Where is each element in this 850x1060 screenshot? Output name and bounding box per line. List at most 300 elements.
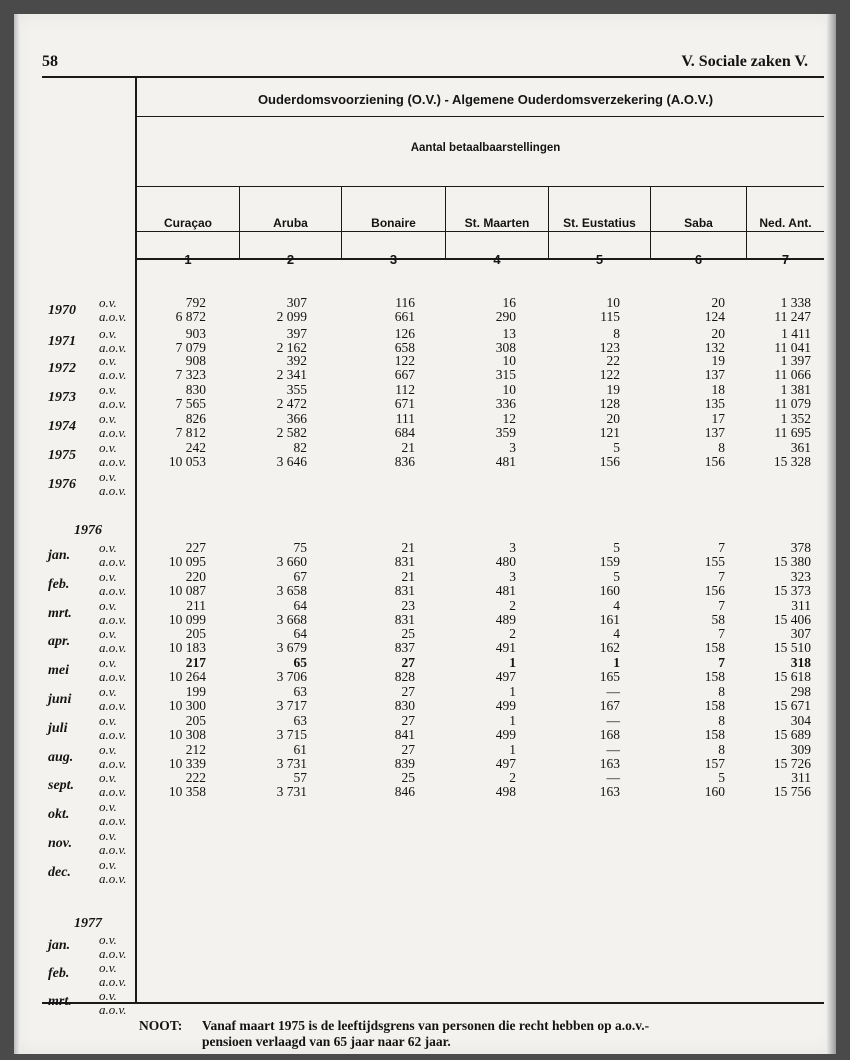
cell-ov-col3: 23	[401, 597, 415, 613]
cell-aov-col7: 15 726	[773, 755, 811, 771]
cell-aov-col5: 163	[599, 784, 620, 800]
cell-aov-col1: 10 308	[168, 726, 206, 742]
cell-ov-col4: 3	[509, 440, 516, 455]
document-page	[14, 14, 836, 1054]
cell-ov-col1: 826	[185, 411, 206, 426]
label-ov: o.v.	[99, 932, 117, 947]
chapter-heading: V. Sociale zaken V.	[681, 53, 808, 70]
label-ov: o.v.	[99, 712, 117, 728]
cell-aov-col7: 15 406	[773, 611, 811, 627]
cell-ov-col7: 304	[790, 712, 811, 728]
cell-aov-col7: 15 328	[773, 454, 811, 469]
label-ov: o.v.	[99, 655, 117, 671]
cell-ov-col7: 1 338	[780, 295, 811, 310]
cell-ov-col3: 21	[401, 440, 415, 455]
cell-aov-col7: 15 380	[773, 554, 811, 569]
cell-aov-col4: 359	[495, 425, 516, 440]
cell-aov-col6: 124	[704, 309, 725, 324]
label-aov: a.o.v.	[99, 813, 127, 829]
cell-ov-col4: 10	[502, 353, 516, 368]
label-aov: a.o.v.	[99, 726, 127, 742]
cell-aov-col5: 159	[599, 554, 620, 569]
cell-aov-col4: 315	[495, 367, 516, 382]
cell-ov-col3: 126	[394, 326, 415, 341]
column-number-6: 6	[694, 252, 703, 267]
cell-ov-col2: 64	[293, 626, 307, 642]
cell-aov-col7: 15 756	[773, 784, 811, 800]
cell-aov-col7: 11 695	[774, 425, 811, 440]
cell-ov-col6: 8	[718, 712, 725, 728]
cell-aov-col7: 15 618	[773, 669, 811, 685]
cell-aov-col5: 156	[599, 454, 620, 469]
cell-ov-col3: 112	[395, 382, 415, 397]
cell-aov-col2: 3 706	[276, 669, 307, 685]
cell-ov-col5: 4	[613, 626, 620, 642]
cell-ov-col5: —	[606, 684, 620, 699]
cell-aov-col2: 3 646	[276, 454, 307, 469]
cell-ov-col2: 75	[293, 540, 307, 555]
cell-aov-col3: 836	[394, 454, 415, 469]
cell-ov-col5: —	[606, 712, 620, 728]
label-aov: a.o.v.	[99, 842, 127, 857]
cell-ov-col6: 8	[718, 440, 725, 455]
cell-aov-col6: 156	[704, 454, 725, 469]
cell-ov-col6: 17	[711, 411, 725, 426]
label-ov: o.v.	[99, 960, 117, 975]
cell-ov-col5: 8	[613, 326, 620, 341]
cell-ov-col4: 3	[509, 568, 516, 584]
cell-ov-col5: 5	[613, 568, 620, 584]
cell-ov-col6: 20	[711, 295, 725, 310]
label-ov: o.v.	[99, 741, 117, 757]
cell-ov-col4: 2	[509, 597, 516, 613]
label-ov: o.v.	[99, 597, 117, 613]
cell-ov-col1: 908	[185, 353, 206, 368]
cell-ov-col1: 222	[185, 770, 206, 786]
cell-aov-col1: 6 872	[175, 309, 206, 324]
cell-ov-col3: 27	[401, 741, 415, 757]
cell-aov-col4: 489	[495, 611, 516, 627]
monthly-year-1976: 1976	[74, 523, 102, 538]
label-aov: a.o.v.	[99, 611, 127, 627]
cell-ov-col5: 5	[613, 540, 620, 555]
cell-ov-col5: —	[606, 770, 620, 786]
cell-ov-col5: —	[606, 741, 620, 757]
column-header-1: Curaçao	[163, 216, 213, 230]
column-header-5: St. Eustatius	[563, 216, 636, 230]
cell-ov-col6: 7	[718, 655, 725, 671]
cell-ov-col1: 227	[185, 540, 206, 555]
footnote-label: NOOT:	[139, 1018, 183, 1033]
month-label: feb.	[48, 576, 70, 592]
cell-aov-col3: 831	[394, 582, 415, 598]
cell-aov-col6: 158	[704, 726, 725, 742]
cell-aov-col2: 2 472	[276, 396, 307, 411]
label-ov: o.v.	[99, 799, 117, 815]
cell-aov-col4: 336	[495, 396, 516, 411]
cell-ov-col3: 27	[401, 655, 415, 671]
cell-aov-col6: 158	[704, 669, 725, 685]
label-aov: a.o.v.	[99, 483, 127, 498]
column-number-4: 4	[493, 252, 501, 267]
label-aov: a.o.v.	[99, 640, 127, 656]
label-aov: a.o.v.	[99, 669, 127, 685]
cell-ov-col2: 65	[293, 655, 307, 671]
cell-aov-col4: 497	[495, 669, 516, 685]
label-ov: o.v.	[99, 469, 117, 484]
cell-ov-col5: 20	[606, 411, 620, 426]
bottom-rule	[42, 1002, 824, 1004]
cell-ov-col7: 298	[790, 684, 811, 699]
cell-aov-col5: 128	[599, 396, 620, 411]
cell-aov-col3: 841	[394, 726, 415, 742]
cell-aov-col5: 167	[599, 698, 620, 713]
month-label: juli	[48, 720, 68, 736]
cell-ov-col4: 13	[502, 326, 516, 341]
cell-aov-col4: 499	[495, 726, 516, 742]
month-label: juni	[48, 692, 72, 707]
label-aov: a.o.v.	[99, 974, 127, 989]
cell-aov-col4: 481	[495, 454, 516, 469]
cell-aov-col6: 158	[704, 698, 725, 713]
cell-ov-col3: 25	[401, 626, 415, 642]
cell-aov-col1: 7 565	[175, 396, 206, 411]
cell-ov-col2: 63	[293, 712, 307, 728]
month-label: jan.	[48, 938, 71, 953]
label-aov: a.o.v.	[99, 454, 127, 469]
cell-ov-col2: 397	[286, 326, 307, 341]
cell-ov-col1: 217	[185, 655, 206, 671]
cell-aov-col3: 839	[394, 755, 415, 771]
month-label: nov.	[48, 836, 72, 851]
cell-aov-col5: 165	[599, 669, 620, 685]
cell-aov-col3: 658	[394, 340, 415, 355]
cell-aov-col3: 837	[394, 640, 415, 656]
column-number-3: 3	[389, 252, 398, 267]
cell-aov-col4: 498	[495, 784, 516, 800]
cell-ov-col6: 18	[711, 382, 725, 397]
label-aov: a.o.v.	[99, 340, 127, 355]
cell-aov-col3: 671	[394, 396, 415, 411]
cell-ov-col3: 111	[395, 411, 415, 426]
cell-aov-col4: 497	[495, 755, 516, 771]
cell-ov-col2: 307	[286, 295, 307, 310]
cell-ov-col2: 355	[286, 382, 307, 397]
cell-aov-col2: 2 099	[276, 309, 307, 324]
cell-aov-col4: 491	[495, 640, 516, 656]
cell-ov-col5: 10	[606, 295, 620, 310]
cell-ov-col5: 22	[606, 353, 620, 368]
cell-aov-col5: 163	[599, 755, 620, 771]
cell-aov-col3: 684	[394, 425, 415, 440]
label-aov: a.o.v.	[99, 309, 127, 324]
label-ov: o.v.	[99, 828, 117, 843]
cell-ov-col1: 205	[185, 626, 206, 642]
cell-ov-col6: 7	[718, 626, 725, 642]
column-number-7: 7	[781, 252, 790, 267]
cell-ov-col2: 57	[293, 770, 307, 786]
cell-ov-col4: 1	[509, 712, 516, 728]
cell-ov-col1: 242	[185, 440, 206, 455]
cell-aov-col6: 155	[704, 554, 725, 569]
cell-ov-col6: 8	[718, 741, 725, 757]
label-ov: o.v.	[99, 856, 117, 872]
year-label: 1970	[48, 303, 76, 318]
cell-aov-col3: 831	[394, 611, 415, 627]
cell-ov-col5: 4	[613, 597, 620, 613]
label-ov: o.v.	[99, 568, 117, 584]
column-header-2: Aruba	[273, 216, 308, 230]
cell-aov-col7: 15 373	[773, 582, 811, 598]
cell-ov-col6: 20	[711, 326, 725, 341]
cell-ov-col4: 1	[509, 741, 516, 757]
table-subtitle: Aantal betaalbaarstellingen	[410, 142, 561, 154]
cell-ov-col2: 366	[286, 411, 307, 426]
cell-ov-col2: 392	[286, 353, 307, 368]
cell-ov-col2: 82	[293, 440, 307, 455]
cell-aov-col2: 3 660	[276, 554, 307, 569]
column-header-7: Ned. Ant.	[759, 216, 812, 230]
cell-ov-col1: 220	[185, 568, 206, 584]
label-ov: o.v.	[99, 684, 117, 699]
cell-ov-col6: 19	[711, 353, 725, 368]
label-ov: o.v.	[99, 440, 117, 455]
cell-aov-col2: 3 668	[276, 611, 307, 627]
year-label: 1974	[48, 419, 76, 434]
cell-ov-col7: 311	[791, 597, 811, 613]
cell-ov-col6: 5	[718, 770, 725, 786]
cell-aov-col4: 499	[495, 698, 516, 713]
cell-aov-col1: 7 079	[175, 340, 206, 355]
cell-aov-col4: 290	[495, 309, 516, 324]
cell-ov-col2: 63	[293, 684, 307, 699]
cell-ov-col4: 1	[509, 684, 516, 699]
year-label: 1971	[48, 334, 76, 349]
cell-ov-col4: 10	[502, 382, 516, 397]
label-aov: a.o.v.	[99, 870, 127, 886]
cell-ov-col4: 2	[509, 626, 516, 642]
cell-ov-col6: 7	[718, 568, 725, 584]
cell-aov-col6: 135	[704, 396, 725, 411]
cell-ov-col1: 205	[185, 712, 206, 728]
cell-aov-col3: 828	[394, 669, 415, 685]
label-aov: a.o.v.	[99, 755, 127, 771]
cell-aov-col4: 308	[495, 340, 516, 355]
month-label: aug.	[48, 749, 74, 765]
label-ov: o.v.	[99, 295, 117, 310]
cell-aov-col2: 3 731	[276, 755, 307, 771]
cell-ov-col4: 16	[502, 295, 516, 310]
cell-ov-col6: 7	[718, 597, 725, 613]
cell-ov-col3: 116	[395, 295, 415, 310]
cell-aov-col3: 831	[394, 554, 415, 569]
cell-aov-col1: 10 053	[168, 454, 206, 469]
cell-aov-col3: 830	[394, 698, 415, 713]
cell-ov-col5: 19	[606, 382, 620, 397]
column-number-1: 1	[184, 252, 192, 267]
year-label: 1972	[48, 361, 76, 376]
cell-aov-col7: 11 079	[774, 396, 811, 411]
cell-aov-col5: 161	[599, 611, 620, 627]
cell-aov-col1: 7 323	[175, 367, 206, 382]
month-label: feb.	[48, 966, 70, 981]
cell-ov-col7: 1 381	[780, 382, 811, 397]
cell-ov-col6: 8	[718, 684, 725, 699]
page-right-edge	[826, 14, 836, 1054]
cell-ov-col4: 12	[502, 411, 516, 426]
month-label: okt.	[48, 807, 70, 823]
cell-ov-col4: 1	[509, 655, 516, 671]
cell-aov-col1: 10 339	[168, 755, 206, 771]
footnote-line-1: Vanaf maart 1975 is de leeftijdsgrens van personen die recht hebben op a.o.v.-	[202, 1018, 650, 1033]
monthly-year-1977: 1977	[74, 916, 102, 931]
cell-ov-col7: 309	[790, 741, 811, 757]
cell-aov-col4: 481	[495, 582, 516, 598]
label-aov: a.o.v.	[99, 554, 127, 569]
cell-aov-col6: 137	[704, 425, 725, 440]
cell-aov-col7: 11 041	[774, 340, 811, 355]
month-label: apr.	[48, 634, 71, 650]
cell-aov-col6: 156	[704, 582, 725, 598]
cell-aov-col2: 3 658	[276, 582, 307, 598]
cell-ov-col5: 5	[613, 440, 620, 455]
label-aov: a.o.v.	[99, 698, 127, 713]
label-aov: a.o.v.	[99, 1002, 127, 1017]
cell-ov-col4: 2	[509, 770, 516, 786]
cell-aov-col7: 11 066	[774, 367, 811, 382]
cell-aov-col2: 3 715	[276, 726, 307, 742]
cell-aov-col7: 11 247	[774, 309, 811, 324]
month-label: mei	[48, 663, 69, 679]
label-aov: a.o.v.	[99, 784, 127, 800]
page-number: 58	[42, 53, 58, 70]
cell-ov-col3: 21	[401, 568, 415, 584]
cell-aov-col6: 157	[704, 755, 725, 771]
label-ov: o.v.	[99, 353, 117, 368]
cell-ov-col7: 361	[790, 440, 811, 455]
cell-aov-col5: 168	[599, 726, 620, 742]
label-aov: a.o.v.	[99, 946, 127, 961]
label-aov: a.o.v.	[99, 425, 127, 440]
cell-ov-col1: 199	[185, 684, 206, 699]
column-number-2: 2	[286, 252, 295, 267]
cell-ov-col3: 25	[401, 770, 415, 786]
cell-aov-col1: 7 812	[175, 425, 206, 440]
cell-aov-col7: 15 671	[773, 698, 811, 713]
cell-aov-col5: 121	[599, 425, 620, 440]
label-ov: o.v.	[99, 626, 117, 642]
cell-aov-col1: 10 095	[168, 554, 206, 569]
cell-aov-col7: 15 689	[773, 726, 811, 742]
cell-aov-col3: 667	[394, 367, 415, 382]
month-label: mrt.	[48, 994, 72, 1009]
cell-aov-col3: 846	[394, 784, 415, 800]
cell-aov-col2: 2 582	[276, 425, 307, 440]
label-ov: o.v.	[99, 988, 117, 1003]
cell-ov-col3: 21	[401, 540, 415, 555]
cell-aov-col1: 10 183	[168, 640, 206, 656]
cell-aov-col2: 2 162	[276, 340, 307, 355]
year-label: 1975	[48, 448, 76, 463]
cell-ov-col2: 64	[293, 597, 307, 613]
cell-aov-col7: 15 510	[773, 640, 811, 656]
cell-aov-col2: 2 341	[276, 367, 307, 382]
label-aov: a.o.v.	[99, 582, 127, 598]
cell-aov-col6: 160	[704, 784, 725, 800]
cell-ov-col1: 830	[185, 382, 206, 397]
cell-ov-col7: 378	[790, 540, 811, 555]
cell-aov-col6: 58	[711, 611, 725, 627]
cell-ov-col2: 67	[293, 568, 307, 584]
cell-aov-col6: 158	[704, 640, 725, 656]
cell-aov-col5: 122	[599, 367, 620, 382]
cell-ov-col3: 27	[401, 684, 415, 699]
cell-ov-col1: 212	[185, 741, 206, 757]
top-rule	[42, 76, 824, 78]
page-left-edge	[14, 14, 20, 1054]
cell-ov-col4: 3	[509, 540, 516, 555]
cell-ov-col7: 307	[790, 626, 811, 642]
cell-aov-col1: 10 358	[168, 784, 206, 800]
cell-ov-col7: 1 397	[780, 353, 811, 368]
cell-ov-col7: 1 352	[780, 411, 811, 426]
cell-ov-col1: 792	[185, 295, 206, 310]
cell-aov-col5: 162	[599, 640, 620, 656]
column-header-6: Saba	[684, 216, 713, 230]
cell-aov-col2: 3 679	[276, 640, 307, 656]
cell-aov-col3: 661	[394, 309, 415, 324]
table-title: Ouderdomsvoorziening (O.V.) - Algemene Ouderdomsverzekering (A.O.V.)	[257, 92, 714, 107]
cell-aov-col1: 10 099	[168, 611, 206, 627]
cell-aov-col5: 123	[599, 340, 620, 355]
cell-aov-col2: 3 731	[276, 784, 307, 800]
cell-ov-col5: 1	[613, 655, 620, 671]
cell-ov-col2: 61	[293, 741, 307, 757]
cell-aov-col5: 160	[599, 582, 620, 598]
label-aov: a.o.v.	[99, 367, 127, 382]
title-rule	[135, 116, 824, 117]
cell-aov-col1: 10 087	[168, 582, 206, 598]
label-ov: o.v.	[99, 326, 117, 341]
column-header-4: St. Maarten	[464, 216, 530, 230]
month-label: jan.	[48, 548, 71, 563]
cell-ov-col6: 7	[718, 540, 725, 555]
cell-aov-col6: 132	[704, 340, 725, 355]
cell-aov-col4: 480	[495, 554, 516, 569]
month-label: sept.	[48, 778, 75, 794]
label-aov: a.o.v.	[99, 396, 127, 411]
label-ov: o.v.	[99, 382, 117, 397]
month-label: dec.	[48, 864, 71, 880]
cell-ov-col1: 211	[186, 597, 206, 613]
year-label: 1976	[48, 477, 76, 492]
cell-aov-col5: 115	[600, 309, 620, 324]
cell-ov-col7: 311	[791, 770, 811, 786]
cell-ov-col3: 122	[394, 353, 415, 368]
cell-ov-col3: 27	[401, 712, 415, 728]
cell-aov-col1: 10 300	[168, 698, 206, 713]
label-ov: o.v.	[99, 770, 117, 786]
column-header-3: Bonaire	[371, 216, 416, 230]
cell-ov-col1: 903	[185, 326, 206, 341]
cell-ov-col7: 1 411	[781, 326, 811, 341]
month-label: mrt.	[48, 605, 72, 621]
cell-ov-col7: 318	[790, 655, 811, 671]
cell-aov-col1: 10 264	[168, 669, 206, 685]
cell-aov-col6: 137	[704, 367, 725, 382]
cell-aov-col2: 3 717	[276, 698, 307, 713]
label-ov: o.v.	[99, 411, 117, 426]
